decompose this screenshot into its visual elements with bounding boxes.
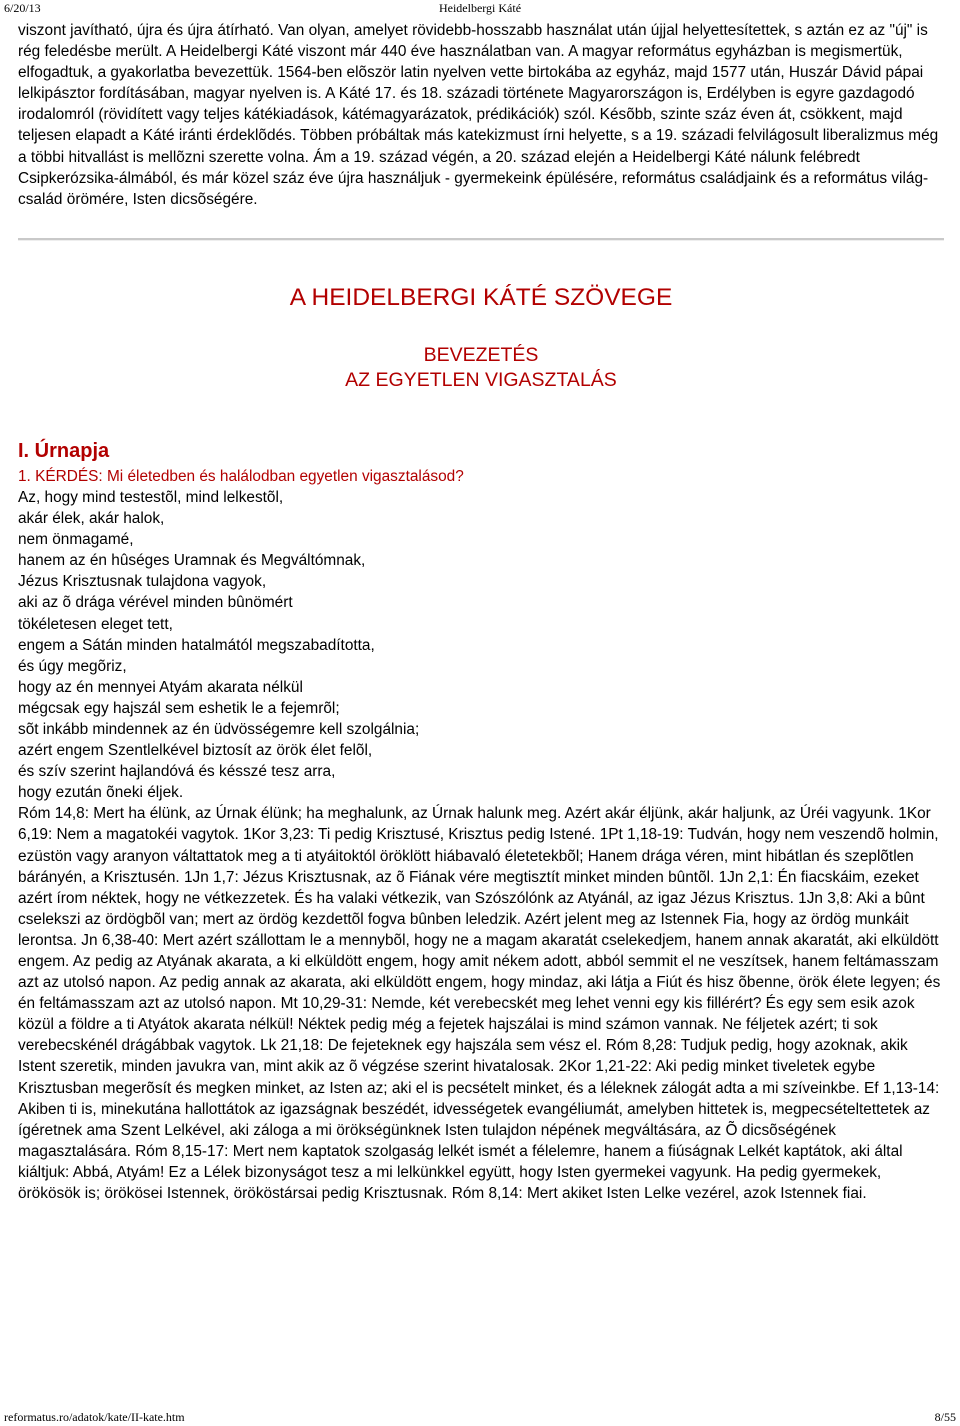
horizontal-divider xyxy=(18,238,944,241)
answer-line: Jézus Krisztusnak tulajdona vagyok, xyxy=(18,573,267,591)
answer-line: és úgy megõriz, xyxy=(18,657,127,675)
scripture-references: Róm 14,8: Mert ha élünk, az Úrnak élünk; ha meghalunk, az Úrnak halunk meg. Azért akár éljünk, akár haljunk, az Úréi vagyunk. 1Kor 6,19: Nem a magatokéi vagytok. 1Kor 3,23: Ti pedig Krisztusé, Krisztus pedig Istené. 1Pt 1,18-19: Tudván, hogy nem veszendõ holmin, ezüstön vagy aranyon váltattatok meg a ti atyáitoktól öröklött hiábavaló életetekbõl; Hanem drága véren, mint hibátlan és szeplõtlen bárányén, a Krisztusén. 1Jn 1,7: Jézus Krisztusnak, az õ Fiának vére megtisztít minket minden bûntõl. 1Jn 2,1: Én fiacskáim, ezeket azért írom néktek, hogy ne vétkezzetek. És ha valaki vétkezik, van Szószólónk az Atyánál, az igaz Jézus Krisztus. 1Jn 3,8: Aki a bûnt cselekszi az ördögbõl van; mert az ördög kezdettõl fogva bûnben leledzik. Azért jelent meg az Istennek Fia, hogy az ördög munkáit lerontsa. Jn 6,38-40: Mert azért szállottam le a mennybõl, hogy ne a magam akaratát cselekedjem, hanem annak akaratát, aki elküldött engem. Az pedig az Atyának akarata, a ki elküldött engem, hogy amit nékem adott, abból semmit el ne veszítsek, hanem feltámasszam azt az utolsó napon. Az pedig annak az akarata, aki elküldött engem, hogy mindaz, aki látja a Fiút és hisz õbenne, örök élete legyen; és én feltámasszam azt az utolsó napon. Mt 10,29-31: Nemde, két verebecskét meg lehet venni egy kis fillérért? És egy sem esik azok közül a földre a ti Atyátok akarata nélkül! Néktek pedig még a fejetek hajszálai is mind számon vannak. Ne féljetek azért; ti sok verebecskénél drágábbak vagytok. Lk 21,18: De fejeteknek egy hajszála sem vész el. Róm 8,28: Tudjuk pedig, hogy azoknak, akik Istent szeretik, minden javukra van, mint akik az õ végzése szerint hivatalosak. 2Kor 1,21-22: Aki pedig minket tiveletek egybe Krisztusban megerõsít és megken minket, az Isten az; aki el is pecsételt minket, és a léleknek zálogát adta a mi szíveinkbe. Ef 1,13-14: Akiben ti is, minekutána hallottátok az igazságnak beszédét, idvességetek evangéliumát, amelyben hittetek is, megpecsételtettetek az ígéretnek ama Szent Lelkével, aki záloga a mi örökségünknek Isten tulajdon népének megváltására, az Õ dicsõségének magasztalására. Róm 8,15-17: Mert nem kaptatok szolgaság lelkét ismét a félelemre, hanem a fiúságnak Lelkét kaptátok, aki által kiáltjuk: Abbá, Atyám! Ez a Lélek bizonyságot tesz a mi lelkünkkel együtt, hogy Isten gyermekei vagyunk. Ha pedig gyermekek, örökösök is; örökösei Istennek, örököstársai pedig Krisztusnak. Róm 8,14: Mert akiket Isten Lelke vezérel, azok Istennek fiai. xyxy=(18,805,941,1203)
answer-line: tökéletesen eleget tett, xyxy=(18,615,173,633)
answer-line: engem a Sátán minden hatalmától megszabadította, xyxy=(18,636,375,654)
answer-line: nem önmagamé, xyxy=(18,531,134,549)
answer-line: sõt inkább mindennek az én üdvösségemre kell szolgálnia; xyxy=(18,720,420,738)
print-header xyxy=(0,0,960,16)
question-heading: 1. KÉRDÉS: Mi életedben és halálodban egyetlen vigasztalásod? xyxy=(18,467,464,485)
intro-paragraph: viszont javítható, újra és újra átírható. Van olyan, amelyet rövidebb-hosszabb használat után újjal helyettesítettek, s aztán ez az "új" is rég feledésbe merült. A Heidelbergi Káté viszont már 440 éve használatban van. A magyar református egyházban is megismertük, elfogadtuk, a gyakorlatba bevezettük. 1564-ben elõször latin nyelven vette birtokába az egyház, majd 1577 után, Huszár Dávid pápai lelkipásztor fordításában, magyar nyelven is. A Káté 17. és 18. századi története Magyarországon is, Erdélyben is egyre gazdagodó irodalomról (rövidített vagy teljes kátékiadások, kátémagyarázatok, prédikációk) szól. Késõbb, szinte száz éven át, csökkent, majd teljesen elapadt a Káté iránti érdeklõdés. Többen próbáltak más katekizmust írni helyette, s a 19. századi felvilágosult liberalizmus még a többi hitvallást is mellõzni szerette volna. Ám a 19. század végén, a 20. század elején a Heidelbergi Káté nálunk felébredt Csipkerózsika-álmából, és már közel száz éve újra használjuk - gyermekeink épülésére, református családjaink és a református világ-család örömére, Isten dicsõségére. xyxy=(18,22,939,208)
answer-block xyxy=(18,487,944,803)
answer-line: és szív szerint hajlandóvá és késszé tesz arra, xyxy=(18,763,336,781)
main-title: A HEIDELBERGI KÁTÉ SZÖVEGE xyxy=(289,283,673,311)
answer-line: Az, hogy mind testestõl, mind lelkestõl, xyxy=(18,488,284,506)
print-page-title: Heidelbergi Káté xyxy=(438,1,522,15)
print-footer xyxy=(0,1410,960,1426)
print-url: reformatus.ro/adatok/kate/II-kate.htm xyxy=(4,1410,185,1424)
answer-line: mégcsak egy hajszál sem eshetik le a fejemrõl; xyxy=(18,699,340,717)
answer-line: hanem az én hûséges Uramnak és Megváltómnak, xyxy=(18,552,366,570)
document-body xyxy=(18,20,944,1204)
answer-line: aki az õ drága vérével minden bûnömért xyxy=(18,594,293,612)
intro-heading: BEVEZETÉS xyxy=(423,343,539,366)
answer-line: akár élek, akár halok, xyxy=(18,510,165,528)
print-page-number: 8/55 xyxy=(934,1410,956,1424)
answer-line: azért engem Szentlelkével biztosít az örök élet felõl, xyxy=(18,742,373,760)
answer-line: hogy az én mennyei Atyám akarata nélkül xyxy=(18,678,303,696)
print-date: 6/20/13 xyxy=(4,1,41,15)
sunday-heading: I. Úrnapja xyxy=(18,439,110,462)
answer-line: hogy ezután õneki éljek. xyxy=(18,784,184,802)
section-heading: AZ EGYETLEN VIGASZTALÁS xyxy=(345,368,617,391)
